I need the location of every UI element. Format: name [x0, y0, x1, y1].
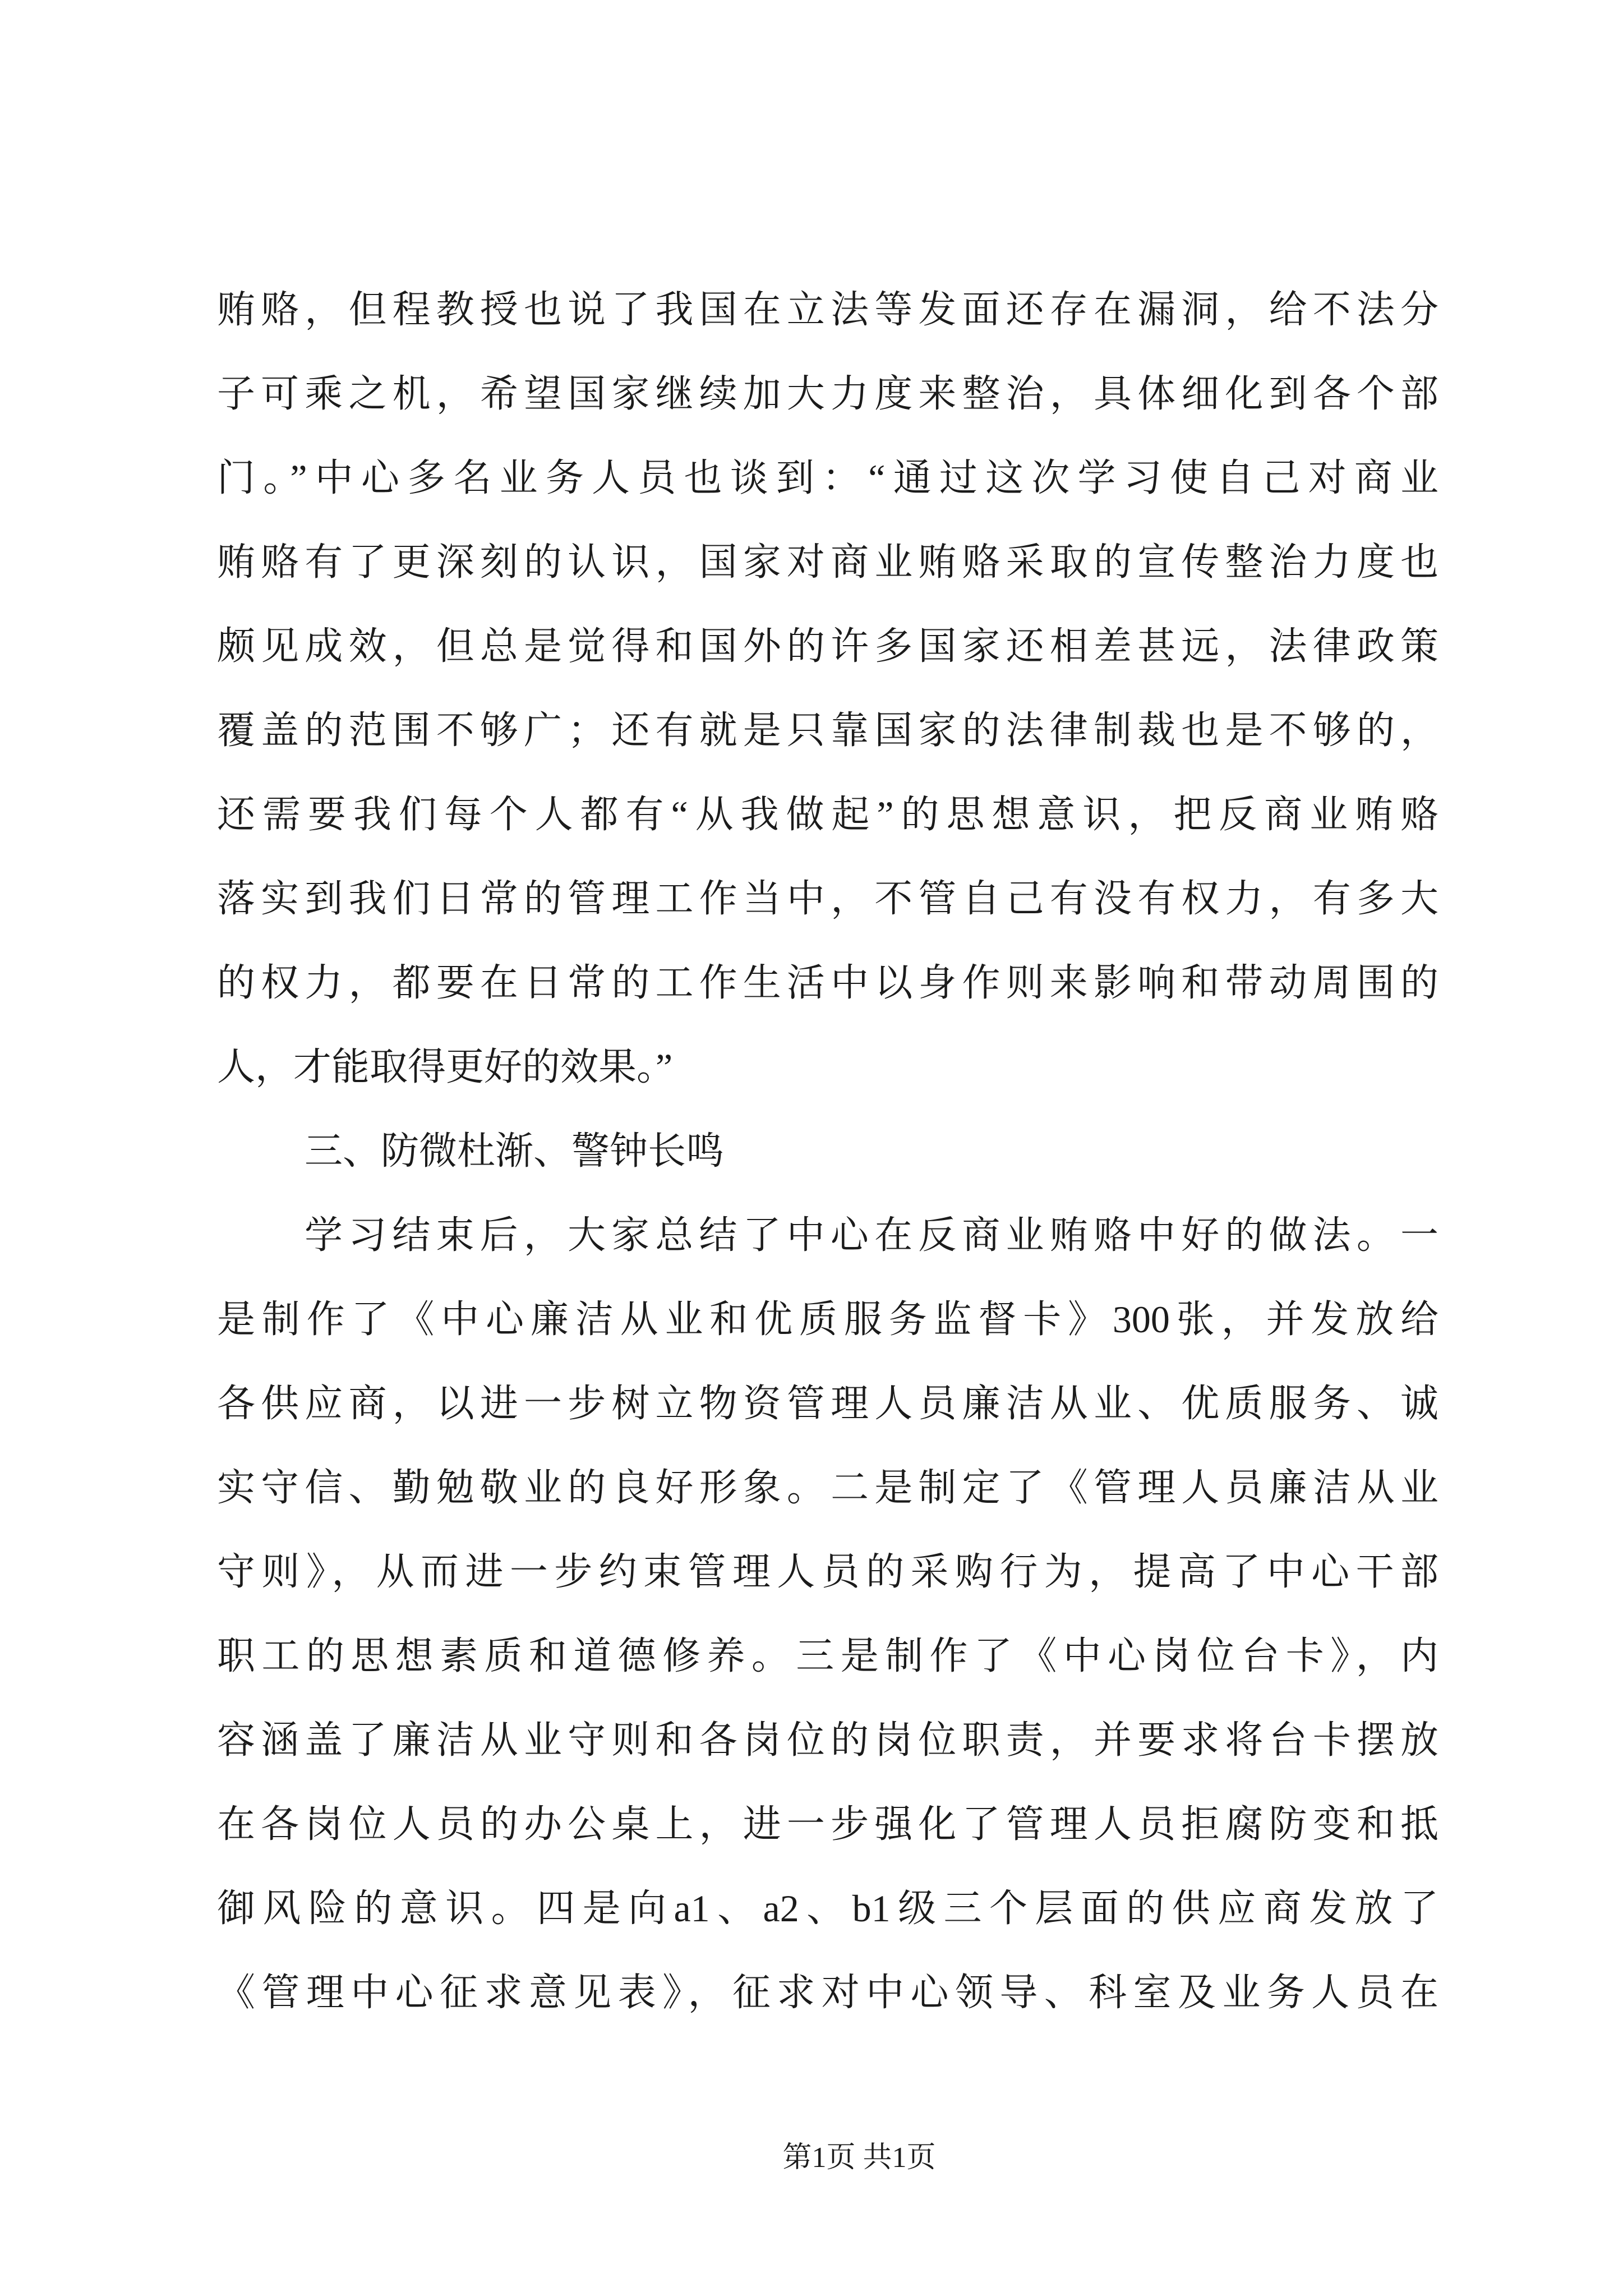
text-line: 的权力，都要在日常的工作生活中以身作则来影响和带动周围的 [217, 961, 1438, 1004]
text-line: 贿赂有了更深刻的认识，国家对商业贿赂采取的宣传整治力度也 [217, 541, 1438, 583]
text-line: 覆盖的范围不够广；还有就是只靠国家的法律制裁也是不够的， [217, 709, 1438, 752]
text-line: 职工的思想素质和道德修养。三是制作了《中心岗位台卡》，内 [217, 1635, 1438, 1677]
text-line: 御风险的意识。四是向a1、a2、b1级三个层面的供应商发放了 [217, 1887, 1438, 1930]
body-text [217, 268, 1438, 2035]
text-line: 门。”中心多名业务人员也谈到：“通过这次学习使自己对商业 [217, 457, 1438, 499]
text-line: 贿赂，但程教授也说了我国在立法等发面还存在漏洞，给不法分 [217, 288, 1438, 331]
text-line: 人，才能取得更好的效果。” [217, 1046, 673, 1088]
text-line: 守则》，从而进一步约束管理人员的采购行为，提高了中心干部 [217, 1550, 1438, 1593]
text-line: 落实到我们日常的管理工作当中，不管自己有没有权力，有多大 [217, 877, 1438, 920]
text-line: 学习结束后，大家总结了中心在反商业贿赂中好的做法。一 [305, 1214, 1438, 1257]
text-line: 颇见成效，但总是觉得和国外的许多国家还相差甚远，法律政策 [217, 625, 1438, 668]
text-line: 容涵盖了廉洁从业守则和各岗位的岗位职责，并要求将台卡摆放 [217, 1719, 1438, 1761]
section-heading: 三、防微杜渐、警钟长鸣 [305, 1130, 725, 1172]
text-line: 实守信、勤勉敬业的良好形象。二是制定了《管理人员廉洁从业 [217, 1466, 1438, 1509]
text-line: 在各岗位人员的办公桌上，进一步强化了管理人员拒腐防变和抵 [217, 1803, 1438, 1846]
text-line: 各供应商，以进一步树立物资管理人员廉洁从业、优质服务、诚 [217, 1382, 1438, 1425]
page-footer: 第1页 共1页 [782, 2142, 936, 2174]
text-line: 子可乘之机，希望国家继续加大力度来整治，具体细化到各个部 [217, 372, 1438, 415]
text-line: 《管理中心征求意见表》，征求对中心领导、科室及业务人员在 [217, 1971, 1438, 2014]
text-line: 是制作了《中心廉洁从业和优质服务监督卡》300张，并发放给 [217, 1298, 1438, 1341]
text-line: 还需要我们每个人都有“从我做起”的思想意识，把反商业贿赂 [217, 793, 1438, 836]
